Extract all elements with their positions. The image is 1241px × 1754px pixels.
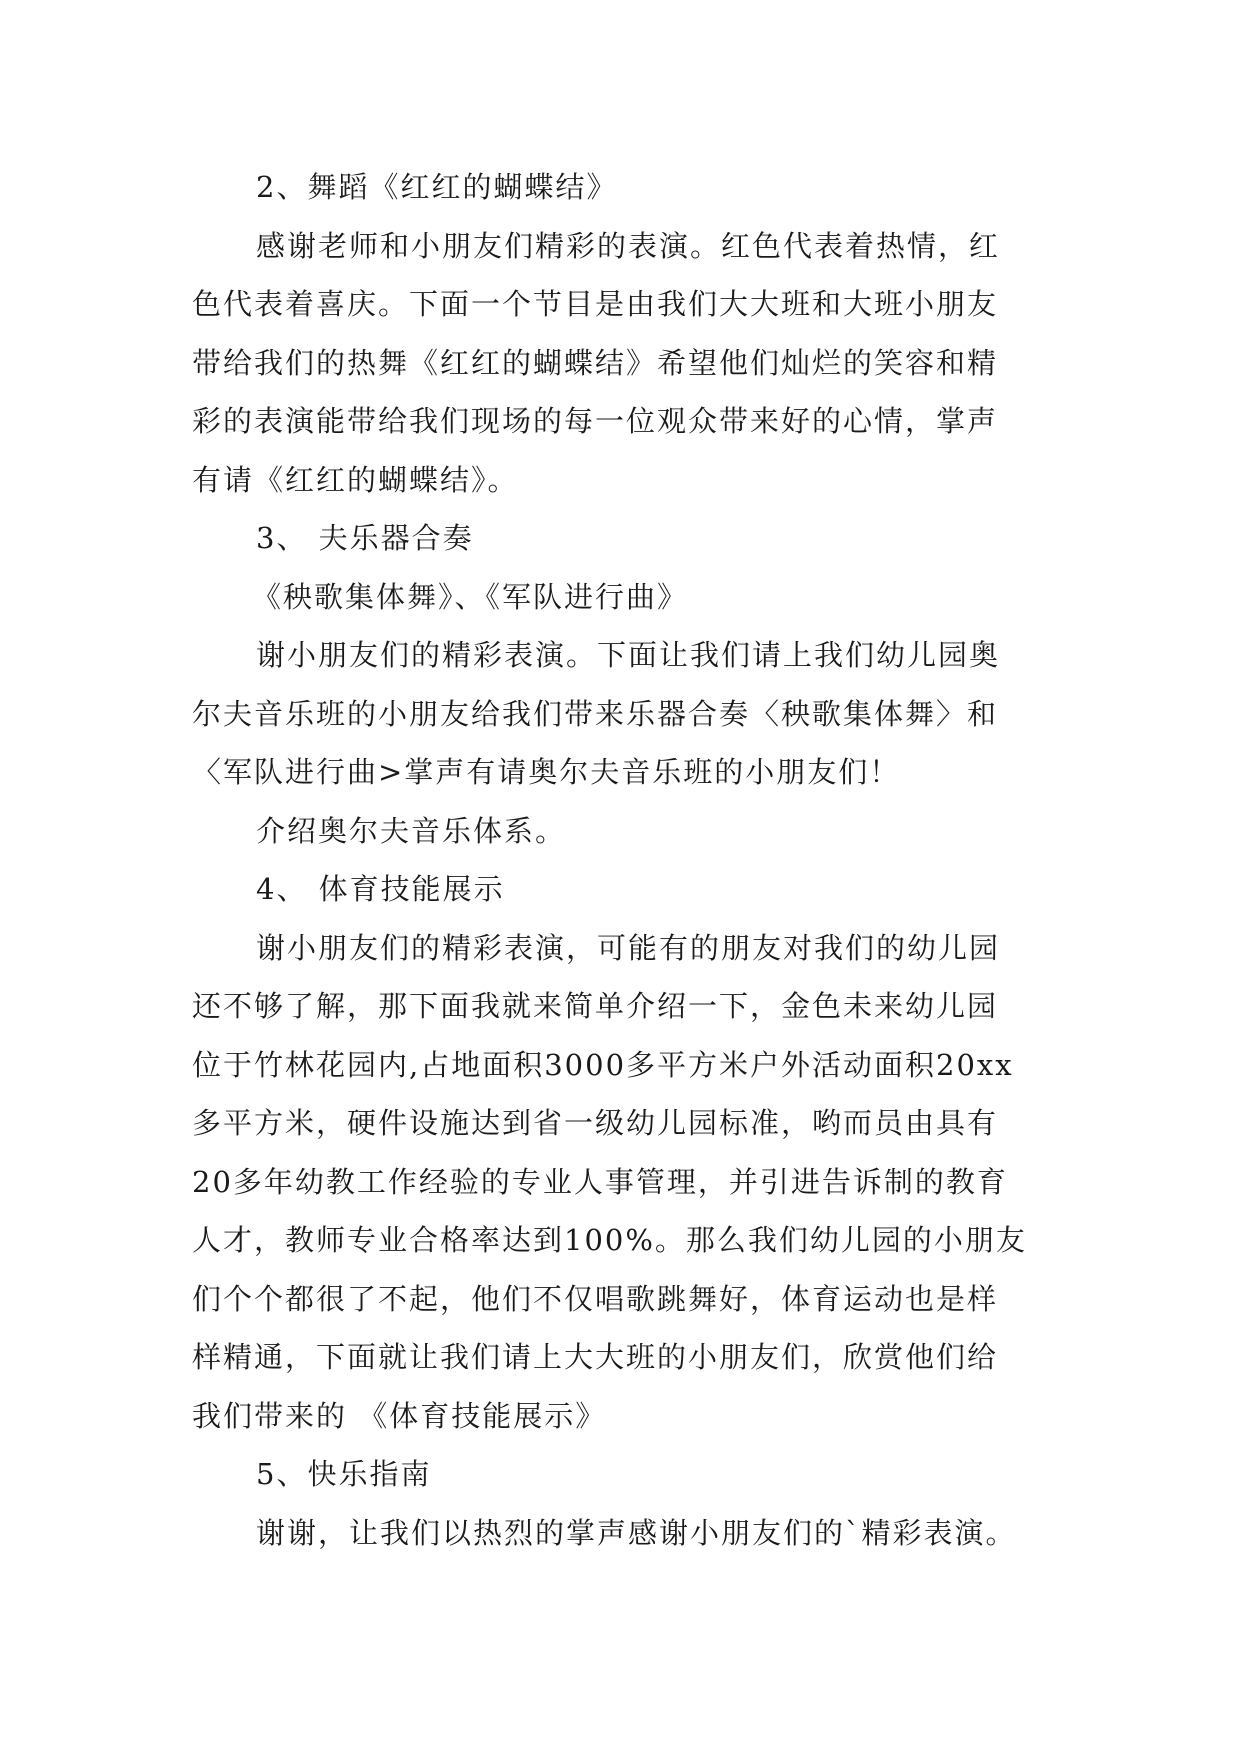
- section-heading-happy-guide: 5、快乐指南: [256, 1457, 432, 1491]
- paragraph-line: 彩的表演能带给我们现场的每一位观众带来好的心情，掌声: [192, 404, 999, 438]
- paragraph-line: 介绍奥尔夫音乐体系。: [256, 813, 567, 848]
- section-heading-sports: 4、 体育技能展示: [256, 872, 505, 906]
- paragraph-line: 我们带来的 《体育技能展示》: [192, 1398, 607, 1433]
- paragraph-line: 20多年幼教工作经验的专业人事管理，并引进告诉制的教育: [192, 1164, 1008, 1199]
- paragraph-line: 有请《红红的蝴蝶结》。: [192, 462, 519, 497]
- paragraph-line: 谢小朋友们的精彩表演。下面让我们请上我们幼儿园奥: [256, 638, 1001, 672]
- paragraph-line: 谢小朋友们的精彩表演，可能有的朋友对我们的幼儿园: [256, 930, 1001, 965]
- paragraph-line: 样精通，下面就让我们请上大大班的小朋友们，欣赏他们给: [192, 1340, 999, 1374]
- paragraph-line: 人才，教师专业合格率达到100%。那么我们幼儿园的小朋友: [192, 1223, 1027, 1257]
- paragraph-line: 感谢老师和小朋友们精彩的表演。红色代表着热情，红: [256, 228, 1001, 263]
- paragraph-line: 位于竹林花园内,占地面积3000多平方米户外活动面积20xx: [192, 1047, 1014, 1082]
- paragraph-line: 尔夫音乐班的小朋友给我们带来乐器合奏〈秧歌集体舞〉和: [192, 696, 999, 731]
- paragraph-line: 多平方米，硬件设施达到省一级幼儿园标准，哟而员由具有: [192, 1106, 999, 1140]
- paragraph-line: 们个个都很了不起，他们不仅唱歌跳舞好，体育运动也是样: [192, 1281, 999, 1316]
- paragraph-line: 〈军队进行曲>掌声有请奥尔夫音乐班的小朋友们！: [192, 755, 901, 789]
- paragraph-line: 还不够了解，那下面我就来简单介绍一下，金色未来幼儿园: [192, 989, 999, 1023]
- paragraph-line: 色代表着喜庆。下面一个节目是由我们大大班和大班小朋友: [192, 287, 999, 321]
- paragraph-line: 带给我们的热舞《红红的蝴蝶结》希望他们灿烂的笑容和精: [192, 345, 999, 380]
- section-heading-dance: 2、舞蹈《红红的蝴蝶结》: [256, 170, 618, 204]
- document-body: [192, 158, 1072, 1562]
- subheading-line: 《秧歌集体舞》、《军队进行曲》: [252, 579, 689, 614]
- section-heading-instrument: 3、 夫乐器合奏: [256, 521, 474, 555]
- paragraph-line: 谢谢，让我们以热烈的掌声感谢小朋友们的`精彩表演。: [256, 1515, 1017, 1550]
